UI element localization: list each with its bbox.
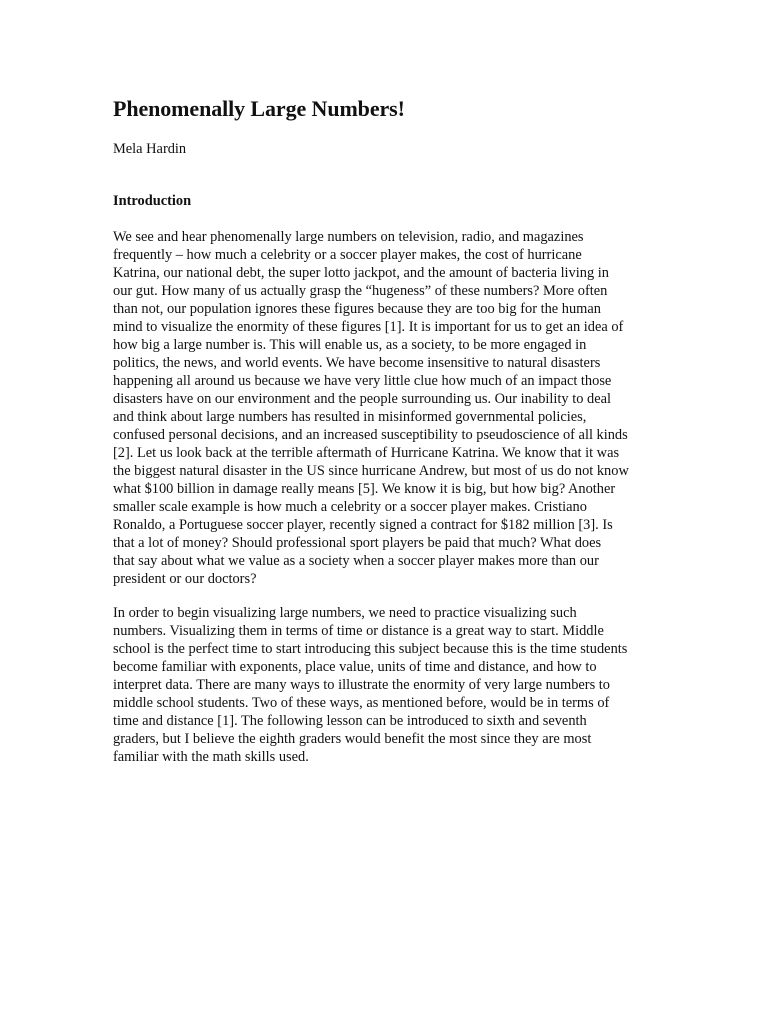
text-line: mind to visualize the enormity of these figures [1]. It is important for us to get an idea of	[113, 319, 624, 335]
text-line: school is the perfect time to start introducing this subject because this is the time students	[113, 641, 628, 657]
text-line: numbers. Visualizing them in terms of time or distance is a great way to start. Middle	[113, 623, 604, 639]
text-line: time and distance [1]. The following lesson can be introduced to sixth and seventh	[113, 713, 587, 729]
text-line: Katrina, our national debt, the super lotto jackpot, and the amount of bacteria living in	[113, 265, 609, 281]
author-name: Mela Hardin	[113, 141, 187, 157]
text-line: that a lot of money? Should professional sport players be paid that much? What does	[113, 535, 602, 551]
section-heading-introduction: Introduction	[113, 193, 192, 209]
text-line: [2]. Let us look back at the terrible aftermath of Hurricane Katrina. We know that it was	[113, 445, 620, 461]
text-line: and think about large numbers has resulted in misinformed governmental policies,	[113, 409, 587, 425]
text-line: how big a large number is. This will enable us, as a society, to be more engaged in	[113, 337, 587, 353]
text-line: frequently – how much a celebrity or a soccer player makes, the cost of hurricane	[113, 247, 582, 263]
text-line: what $100 billion in damage really means [5]. We know it is big, but how big? Another	[113, 481, 616, 497]
text-line: the biggest natural disaster in the US since hurricane Andrew, but most of us do not know	[113, 463, 629, 479]
text-line: middle school students. Two of these ways, as mentioned before, would be in terms of	[113, 695, 610, 711]
text-line: our gut. How many of us actually grasp the “hugeness” of these numbers? More often	[113, 283, 608, 299]
text-line: smaller scale example is how much a celebrity or a soccer player makes. Cristiano	[113, 499, 587, 515]
document-page	[113, 96, 661, 765]
text-line: interpret data. There are many ways to illustrate the enormity of very large numbers to	[113, 677, 610, 693]
text-line: confused personal decisions, and an increased susceptibility to pseudoscience of all kinds	[113, 427, 628, 443]
text-line: president or our doctors?	[113, 571, 257, 587]
text-line: happening all around us because we have very little clue how much of an impact those	[113, 373, 612, 389]
text-line: disasters have on our environment and the people surrounding us. Our inability to deal	[113, 391, 611, 407]
text-line: graders, but I believe the eighth graders would benefit the most since they are most	[113, 731, 592, 747]
introduction-paragraph-1	[113, 228, 661, 588]
text-line: that say about what we value as a society when a soccer player makes more than our	[113, 553, 599, 569]
text-line: than not, our population ignores these figures because they are too big for the human	[113, 301, 601, 317]
text-line: become familiar with exponents, place value, units of time and distance, and how to	[113, 659, 597, 675]
document-title: Phenomenally Large Numbers!	[113, 96, 405, 121]
text-line: Ronaldo, a Portuguese soccer player, recently signed a contract for $182 million [3]. Is	[113, 517, 613, 533]
text-line: politics, the news, and world events. We have become insensitive to natural disasters	[113, 355, 601, 371]
introduction-paragraph-2	[113, 604, 661, 766]
text-line: We see and hear phenomenally large numbers on television, radio, and magazines	[113, 229, 584, 245]
text-line: In order to begin visualizing large numbers, we need to practice visualizing such	[113, 605, 577, 621]
text-line: familiar with the math skills used.	[113, 749, 309, 765]
